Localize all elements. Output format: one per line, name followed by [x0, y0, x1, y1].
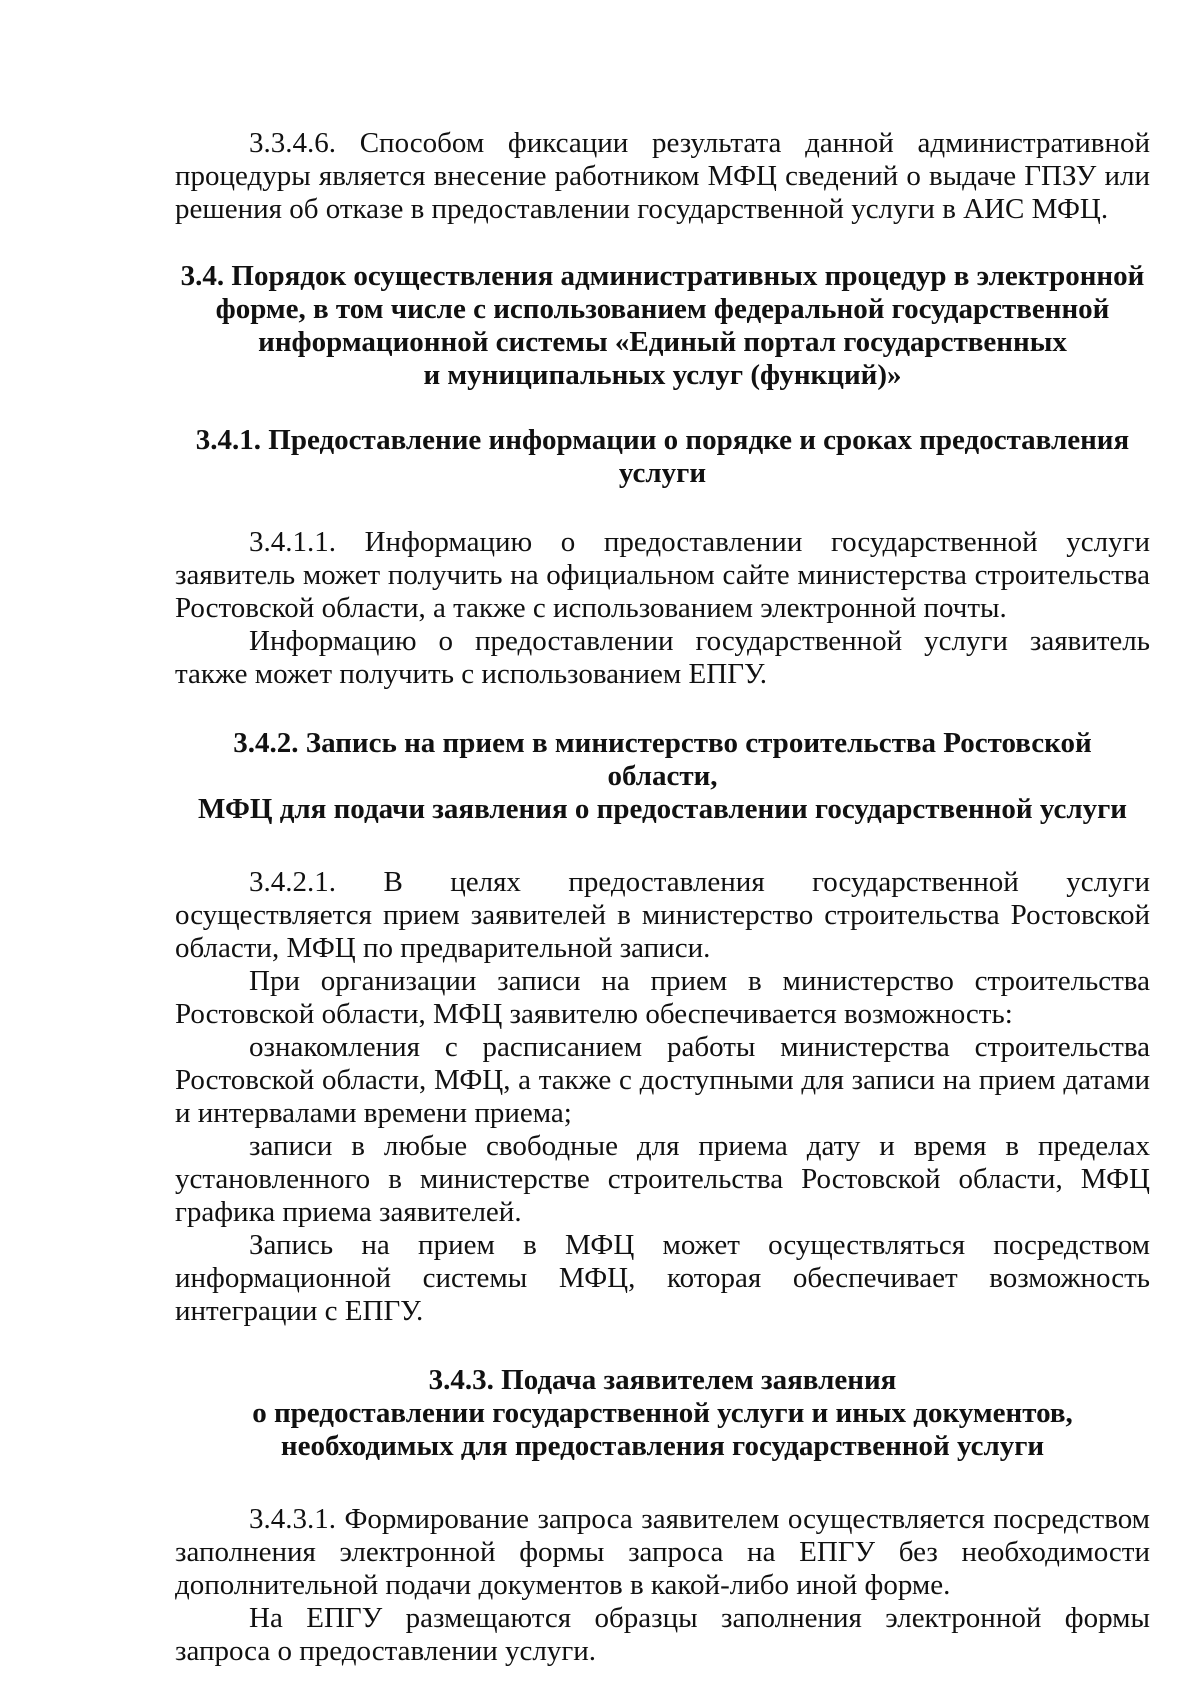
paragraph-3-4-2-1-schedule: ознакомления с расписанием работы министерства строительства Ростовской области, МФЦ, а также с доступными для записи на прием датами и интервалами времени приема; [175, 1031, 1150, 1129]
heading-3-4-1 [175, 424, 1150, 490]
heading-3-4-1-line-2: услуги [618, 457, 707, 489]
paragraph-3-4-2-1: 3.4.2.1. В целях предоставления государственной услуги осуществляется прием заявителей в министерство строительства Ростовской области, МФЦ по предварительной записи. [175, 866, 1150, 964]
paragraph-3-4-2-1-mfc-system: Запись на прием в МФЦ может осуществляться посредством информационной системы МФЦ, которая обеспечивает возможность интеграции с ЕПГУ. [175, 1229, 1150, 1327]
paragraph-3-4-1-1: 3.4.1.1. Информацию о предоставлении государственной услуги заявитель может получить на официальном сайте министерства строительства Ростовской области, а также с использованием электронной почты. [175, 526, 1150, 624]
paragraph-3-4-2-1-booking: записи в любые свободные для приема дату и время в пределах установленного в министерстве строительства Ростовской области, МФЦ графика приема заявителей. [175, 1130, 1150, 1228]
heading-3-4-2-line-1: 3.4.2. Запись на прием в министерство строительства Ростовской области, [233, 727, 1092, 792]
paragraph-3-4-3-1-samples: На ЕПГУ размещаются образцы заполнения электронной формы запроса о предоставлении услуги. [175, 1602, 1150, 1667]
paragraph-3-3-4-6: 3.3.4.6. Способом фиксации результата данной административной процедуры является внесение работником МФЦ сведений о выдаче ГПЗУ или решения об отказе в предоставлении государственной услуги в АИС МФЦ. [175, 127, 1150, 225]
heading-3-4-3-line-2: о предоставлении государственной услуги и иных документов, [252, 1397, 1073, 1429]
heading-3-4-3-line-3: необходимых для предоставления государственной услуги [280, 1430, 1045, 1462]
heading-3-4-line-2: форме, в том числе с использованием федеральной государственной [215, 293, 1110, 325]
paragraph-3-4-2-1-organization: При организации записи на прием в министерство строительства Ростовской области, МФЦ заявителю обеспечивается возможность: [175, 965, 1150, 1030]
heading-3-4 [175, 260, 1150, 392]
paragraph-3-4-1-1-epgu: Информацию о предоставлении государственной услуги заявитель также может получить с использованием ЕПГУ. [175, 625, 1150, 690]
heading-3-4-2-line-2: МФЦ для подачи заявления о предоставлении государственной услуги [198, 793, 1127, 825]
heading-3-4-line-1: 3.4. Порядок осуществления административных процедур в электронной [180, 260, 1145, 292]
heading-3-4-3-line-1: 3.4.3. Подача заявителем заявления [428, 1364, 897, 1396]
heading-3-4-line-3: информационной системы «Единый портал государственных [258, 326, 1067, 358]
document-body [175, 127, 1150, 1668]
heading-3-4-2 [175, 727, 1150, 826]
heading-3-4-3 [175, 1364, 1150, 1463]
paragraph-3-4-3-1: 3.4.3.1. Формирование запроса заявителем осуществляется посредством заполнения электронной формы запроса на ЕПГУ без необходимости дополнительной подачи документов в какой-либо иной форме. [175, 1503, 1150, 1601]
heading-3-4-1-line-1: 3.4.1. Предоставление информации о порядке и сроках предоставления [195, 424, 1130, 456]
heading-3-4-line-4: и муниципальных услуг (функций)» [423, 359, 902, 391]
